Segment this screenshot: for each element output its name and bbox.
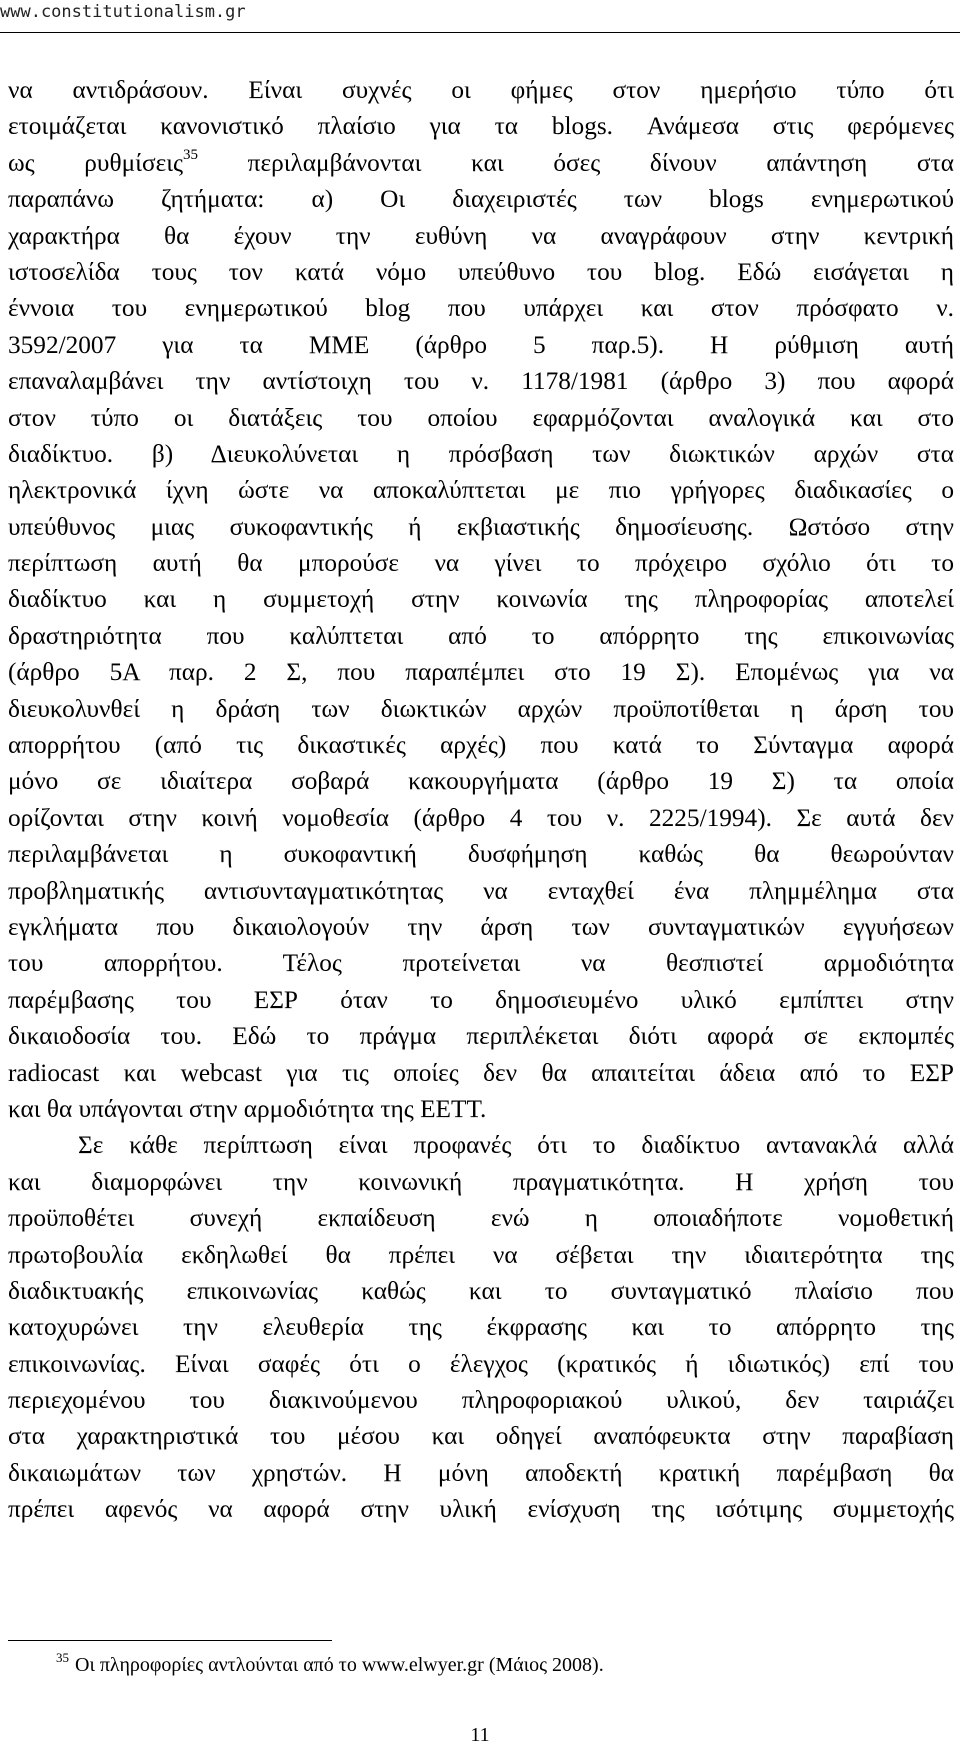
text-line: παραπάνω ζητήματα: α) Οι διαχειριστές των blogs ενημερωτικού [8, 185, 954, 214]
text-line: απορρήτου (από τις δικαστικές αρχές) που κατά το Σύνταγμα αφορά [8, 731, 954, 760]
text-line: διαδίκτυο και η συμμετοχή στην κοινωνία της πληροφορίας αποτελεί [8, 585, 954, 614]
text-line: έννοια του ενημερωτικού blog που υπάρχει και στον πρόσφατο ν. [8, 294, 954, 323]
text-line: προβληματικής αντισυνταγματικότητας να ενταχθεί ένα πλημμέλημα στα [8, 876, 954, 905]
text-line: του απορρήτου. Τέλος προτείνεται να θεσπιστεί αρμοδιότητα [8, 949, 954, 978]
text-line: 3592/2007 για τα ΜΜΕ (άρθρο 5 παρ.5). Η ρύθμιση αυτή [8, 330, 954, 359]
footnote-ref: 35 [183, 146, 199, 163]
site-url: www.constitutionalism.gr [0, 2, 246, 22]
text-line: και διαμορφώνει την κοινωνική πραγματικότητα. Η χρήση του [8, 1167, 954, 1196]
footnote [56, 1650, 604, 1677]
text-line: ιστοσελίδα τους τον κατά νόμο υπεύθυνο του blog. Εδώ εισάγεται η [8, 257, 954, 286]
text-line: και θα υπάγονται στην αρμοδιότητα της ΕΕΤΤ. [8, 1094, 487, 1123]
footnote-number: 35 [56, 1650, 69, 1665]
text-line: δικαιοδοσία του. Εδώ το πράγμα περιπλέκεται διότι αφορά σε εκπομπές [8, 1022, 954, 1051]
text-line: χαρακτήρα θα έχουν την ευθύνη να αναγράφουν στην κεντρική [8, 221, 954, 250]
footnote-text: Οι πληροφορίες αντλούνται από το www.elwyer.gr (Μάιος 2008). [75, 1654, 604, 1676]
text-line: διευκολυνθεί η δράση των διωκτικών αρχών προϋποτίθεται η άρση του [8, 694, 954, 723]
text-line: στον τύπο οι διατάξεις του οποίου εφαρμόζονται αναλογικά και στο [8, 403, 954, 432]
text-line: επικοινωνίας. Είναι σαφές ότι ο έλεγχος (κρατικός ή ιδιωτικός) επί του [8, 1349, 954, 1378]
text-line: περίπτωση αυτή θα μπορούσε να γίνει το πρόχειρο σχόλιο ότι το [8, 549, 954, 578]
text-line: πρωτοβουλία εκδηλωθεί θα πρέπει να σέβεται την ιδιαιτερότητα της [8, 1240, 954, 1269]
text-line: ετοιμάζεται κανονιστικό πλαίσιο για τα blogs. Ανάμεσα στις φερόμενες [8, 112, 954, 141]
text-fragment: ως ρυθμίσεις [8, 148, 184, 177]
footnote-divider [8, 1640, 332, 1641]
text-line: διαδικτυακής επικοινωνίας καθώς και το συνταγματικό πλαίσιο που [8, 1276, 954, 1305]
text-line: δικαιωμάτων των χρηστών. Η μόνη αποδεκτή κρατική παρέμβαση θα [8, 1458, 954, 1487]
text-line: διαδίκτυο. β) Διευκολύνεται η πρόσβαση των διωκτικών αρχών στα [8, 439, 954, 468]
text-line: προϋποθέτει συνεχή εκπαίδευση ενώ η οποιαδήποτε νομοθετική [8, 1204, 954, 1233]
page-number: 11 [470, 1724, 490, 1746]
text-line: κατοχυρώνει την ελευθερία της έκφρασης και το απόρρητο της [8, 1313, 954, 1342]
text-line: radiocast και webcast για τις οποίες δεν θα απαιτείται άδεια από το ΕΣΡ [8, 1058, 954, 1087]
text-line: (άρθρο 5Α παρ. 2 Σ, που παραπέμπει στο 19 Σ). Επομένως για να [8, 658, 954, 687]
text-line: υπεύθυνος μιας συκοφαντικής ή εκβιαστικής δημοσίευσης. Ωστόσο στην [8, 512, 954, 541]
text-line: ορίζονται στην κοινή νομοθεσία (άρθρο 4 του ν. 2225/1994). Σε αυτά δεν [8, 803, 954, 832]
text-line: επαναλαμβάνει την αντίστοιχη του ν. 1178/1981 (άρθρο 3) που αφορά [8, 367, 954, 396]
text-line: παρέμβασης του ΕΣΡ όταν το δημοσιευμένο υλικό εμπίπτει στην [8, 985, 954, 1014]
text-line: ηλεκτρονικά ίχνη ώστε να αποκαλύπτεται με πιο γρήγορες διαδικασίες ο [8, 476, 954, 505]
text-fragment: περιλαμβάνονται και όσες δίνουν απάντηση στα [198, 148, 954, 177]
header-divider [0, 32, 960, 33]
text-line: να αντιδράσουν. Είναι συχνές οι φήμες στον ημερήσιο τύπο ότι [8, 76, 954, 104]
text-line: στα χαρακτηριστικά του μέσου και οδηγεί αναπόφευκτα στην παραβίαση [8, 1422, 954, 1451]
text-line-with-footnote-ref [8, 145, 954, 181]
text-line: μόνο σε ιδιαίτερα σοβαρά κακουργήματα (άρθρο 19 Σ) τα οποία [8, 767, 954, 796]
text-line: εγκλήματα που δικαιολογούν την άρση των συνταγματικών εγγυήσεων [8, 912, 954, 941]
text-line: δραστηριότητα που καλύπτεται από το απόρρητο της επικοινωνίας [8, 621, 954, 650]
text-line: περιεχομένου του διακινούμενου πληροφοριακού υλικού, δεν ταιριάζει [8, 1386, 954, 1415]
body-text [8, 72, 954, 1528]
text-line: περιλαμβάνεται η συκοφαντική δυσφήμηση καθώς θα θεωρούνταν [8, 840, 954, 869]
text-line: πρέπει αφενός να αφορά στην υλική ενίσχυση της ισότιμης συμμετοχής [8, 1495, 954, 1524]
text-line: Σε κάθε περίπτωση είναι προφανές ότι το διαδίκτυο αντανακλά αλλά [78, 1131, 954, 1160]
